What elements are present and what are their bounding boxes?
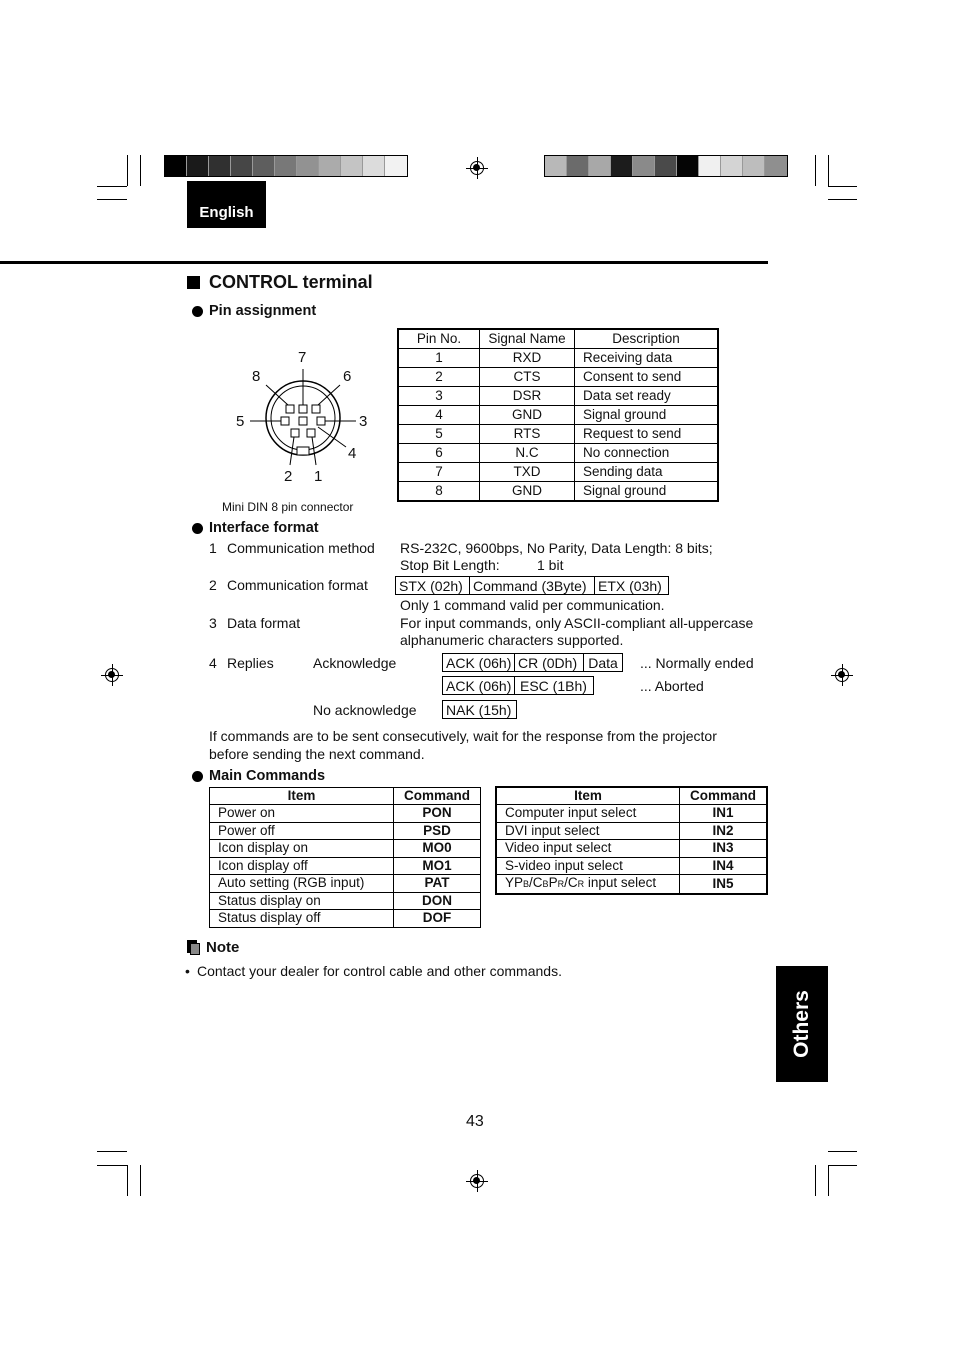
reply-box: CR (0Dh) [514,653,584,672]
command-cell: IN5 [680,875,768,894]
column-header: Command [394,788,481,805]
table-row [210,840,481,858]
calibration-swatch [385,156,407,176]
table-row [210,805,481,823]
crop-mark [828,155,829,186]
table-row [398,368,718,387]
page-number: 43 [466,1113,484,1130]
no-acknowledge-label: No acknowledge [313,702,417,718]
reply-result: ... Normally ended [640,655,754,671]
pin-number-cell: 6 [398,444,480,463]
command-cell: PSD [394,822,481,840]
crop-mark [97,199,127,200]
crop-mark [127,155,128,186]
item-cell: Icon display off [210,857,394,875]
section-side-tab [776,966,828,1082]
calibration-swatch [721,156,743,176]
main-commands-heading: Main Commands [192,768,325,784]
calibration-swatch [589,156,611,176]
pin-number-cell: 4 [398,406,480,425]
pin-number-cell: 1 [398,349,480,368]
table-row [496,840,767,858]
signal-name-cell: N.C [480,444,575,463]
format-box: STX (02h) [395,576,470,595]
crop-mark [815,155,816,186]
table-row [398,387,718,406]
column-header: Description [575,329,719,349]
description-cell: Signal ground [575,406,719,425]
ypbpr-item: YPB/CBPR/CR input select [496,875,680,894]
item-value: alphanumeric characters supported. [400,632,624,648]
bullet-icon [192,306,203,317]
command-cell: IN2 [680,822,768,840]
column-header: Command [680,787,768,805]
acknowledge-label: Acknowledge [313,655,397,671]
square-bullet-icon [187,276,200,289]
item-cell: Status display on [210,892,394,910]
command-cell: PAT [394,875,481,893]
calibration-swatch [567,156,589,176]
command-cell: IN1 [680,805,768,823]
table-row [210,875,481,893]
signal-name-cell: CTS [480,368,575,387]
table-row [398,349,718,368]
signal-name-cell: GND [480,406,575,425]
calibration-swatch [341,156,363,176]
calibration-swatch [297,156,319,176]
description-cell: Receiving data [575,349,719,368]
crop-mark [140,1165,141,1196]
pin-number-cell: 8 [398,482,480,502]
table-row [496,857,767,875]
item-cell: S-video input select [496,857,680,875]
item-value: Stop Bit Length: [400,557,500,573]
calibration-swatch [165,156,187,176]
item-cell: Power on [210,805,394,823]
section-title-text: CONTROL terminal [209,272,373,292]
item-number: 2 [209,577,217,593]
item-cell: DVI input select [496,822,680,840]
header-rule [0,261,768,264]
calibration-swatch [655,156,677,176]
description-cell: Data set ready [575,387,719,406]
mini-din-connector-diagram [228,345,378,490]
command-cell: MO0 [394,840,481,858]
table-row [398,463,718,482]
calibration-swatch [187,156,209,176]
commands-table-left [209,787,481,928]
pin-label: 2 [284,468,293,485]
registration-mark-icon [835,668,849,682]
pin-label: 6 [343,368,352,385]
column-header: Item [496,787,680,805]
reply-box: ACK (06h) [442,676,515,695]
table-row [210,857,481,875]
table-row [210,910,481,928]
commands-table-right [495,786,768,895]
pin-assignment-table [397,328,719,502]
table-header-row [398,329,718,349]
crop-mark [828,199,857,200]
crop-mark [828,1165,829,1196]
pin-assignment-heading: Pin assignment [192,303,316,319]
item-cell: Status display off [210,910,394,928]
registration-mark-icon [470,1174,484,1188]
crop-mark [97,1165,127,1166]
calibration-swatch [253,156,275,176]
crop-mark [828,1151,857,1152]
pin-number-cell: 2 [398,368,480,387]
command-cell: MO1 [394,857,481,875]
item-number: 4 [209,655,217,671]
description-cell: Sending data [575,463,719,482]
calibration-swatch [319,156,341,176]
pin-label: 1 [314,468,323,485]
item-cell: Power off [210,822,394,840]
item-number: 3 [209,615,217,631]
description-cell: Request to send [575,425,719,444]
table-row [398,425,718,444]
crop-mark [97,1151,127,1152]
reply-result: ... Aborted [640,678,704,694]
format-box: ETX (03h) [594,576,669,595]
table-header-row [496,787,767,805]
registration-mark-icon [470,161,484,175]
table-row [496,822,767,840]
pin-label: 4 [348,445,357,462]
consecutive-note: before sending the next command. [209,746,425,762]
command-cell: PON [394,805,481,823]
format-note: Only 1 command valid per communication. [400,597,665,613]
signal-name-cell: TXD [480,463,575,482]
calibration-swatch [611,156,633,176]
calibration-swatch [363,156,385,176]
calibration-swatch [545,156,567,176]
signal-name-cell: RXD [480,349,575,368]
calibration-swatch [765,156,787,176]
description-cell: Consent to send [575,368,719,387]
reply-box: Data [583,653,623,672]
calibration-swatch [633,156,655,176]
item-value: 1 bit [537,557,564,573]
language-tab: English [187,181,266,228]
note-bullet: • [185,963,190,979]
note-icon [187,940,200,955]
signal-name-cell: RTS [480,425,575,444]
item-label: Communication method [227,540,375,556]
item-cell: Auto setting (RGB input) [210,875,394,893]
calibration-bar-right [544,155,788,177]
item-cell: Computer input select [496,805,680,823]
calibration-swatch [275,156,297,176]
pin-label: 3 [359,413,368,430]
crop-mark [127,1165,128,1196]
bullet-icon [192,771,203,782]
consecutive-note: If commands are to be sent consecutively, wait for the response from the projector [209,728,717,744]
table-row [398,406,718,425]
reply-box: NAK (15h) [442,700,517,719]
command-cell: IN4 [680,857,768,875]
registration-mark-icon [105,668,119,682]
reply-box: ESC (1Bh) [514,676,594,695]
pin-label: 7 [298,349,307,366]
calibration-swatch [231,156,253,176]
calibration-swatch [209,156,231,176]
item-cell: Icon display on [210,840,394,858]
column-header: Item [210,788,394,805]
description-cell: No connection [575,444,719,463]
crop-mark [97,186,127,187]
table-row [210,822,481,840]
connector-caption: Mini DIN 8 pin connector [222,500,354,514]
calibration-swatch [743,156,765,176]
command-cell: IN3 [680,840,768,858]
pin-number-cell: 3 [398,387,480,406]
column-header: Signal Name [480,329,575,349]
crop-mark [828,186,857,187]
table-row [210,892,481,910]
item-value: For input commands, only ASCII-compliant all-uppercase [400,615,754,631]
pin-number-cell: 5 [398,425,480,444]
format-box: Command (3Byte) [469,576,595,595]
crop-mark [828,1165,857,1166]
table-row [496,805,767,823]
item-label: Replies [227,655,274,671]
item-number: 1 [209,540,217,556]
item-cell: Video input select [496,840,680,858]
crop-mark [815,1165,816,1196]
note-heading: Note [206,939,240,956]
table-row [398,482,718,502]
crop-mark [140,155,141,186]
reply-box: ACK (06h) [442,653,515,672]
pin-number-cell: 7 [398,463,480,482]
command-cell: DON [394,892,481,910]
table-header-row [210,788,481,805]
column-header: Pin No. [398,329,480,349]
section-title [187,272,373,293]
bullet-icon [192,523,203,534]
signal-name-cell: DSR [480,387,575,406]
table-row [496,875,767,894]
command-cell: DOF [394,910,481,928]
interface-format-heading: Interface format [192,520,319,536]
signal-name-cell: GND [480,482,575,502]
item-label: Data format [227,615,301,631]
table-row [398,444,718,463]
calibration-swatch [677,156,699,176]
note-text: Contact your dealer for control cable and other commands. [197,963,562,979]
pin-label: 8 [252,368,261,385]
item-label: Communication format [227,577,368,593]
pin-label: 5 [236,413,245,430]
item-value: RS-232C, 9600bps, No Parity, Data Length: 8 bits; [400,540,713,556]
calibration-swatch [699,156,721,176]
calibration-bar-left [164,155,408,177]
side-tab-label: Others [790,990,813,1058]
description-cell: Signal ground [575,482,719,502]
